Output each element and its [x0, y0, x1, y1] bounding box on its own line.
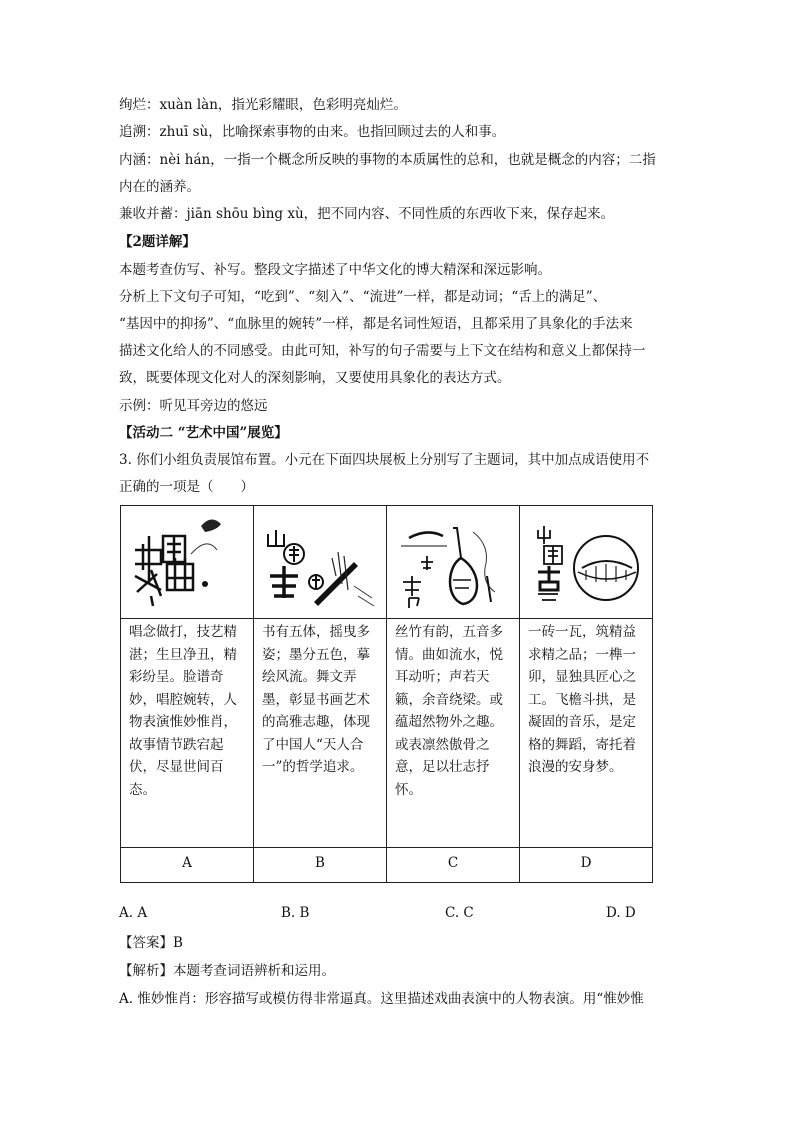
calligraphy-brush-icon	[254, 506, 386, 618]
activity-heading: 【活动二 “艺术中国”展览】	[119, 425, 288, 441]
exhibit-table	[120, 505, 653, 883]
panel-a-label: A	[121, 848, 254, 883]
definition-jianshoubingxu: 兼收并蓄：jiān shōu bìng xù，把不同内容、不同性质的东西收下来，保存起来。	[119, 206, 615, 222]
panel-d-text: 一砖一瓦，筑精益求精之品；一榫一卯，显独具匠心之工。飞檐斗拱，是凝固的音乐，是定格的舞蹈，寄托着浪漫的安身梦。	[528, 624, 636, 775]
panel-b-label: B	[254, 848, 387, 883]
q3-stem: 3. 你们小组负责展馆布置。小元在下面四块展板上分别写了主题词，其中加点成语使用不	[119, 452, 650, 468]
option-d: D. D	[606, 905, 636, 921]
panel-c-image	[387, 506, 520, 619]
q3-stem-cont: 正确的一项是（ ）	[119, 479, 254, 495]
chinese-opera-seal-icon	[121, 506, 253, 618]
panel-c-logo-text	[403, 556, 433, 608]
panel-a-logo-text	[135, 536, 193, 606]
panel-d-logo-text	[538, 526, 562, 600]
q2-body-line: 分析上下文句子可知，“吃到”、“刻入”、“流进”一样，都是动词；“舌上的满足”、	[119, 289, 607, 305]
definition-xuanlan: 绚烂：xuàn làn，指光彩耀眼，色彩明亮灿烂。	[119, 97, 407, 113]
panel-a-text: 唱念做打，技艺精湛；生旦净丑，精彩纷呈。脸谱奇妙，唱腔婉转，人物表演惟妙惟肖，故事情节跌宕起伏，尽显世间百态。	[129, 624, 237, 798]
analysis-option-a: A. 惟妙惟肖：形容描写或模仿得非常逼真。这里描述戏曲表演中的人物表演。用“惟妙惟	[119, 991, 644, 1007]
panel-d-image	[520, 506, 653, 619]
q2-heading: 【2题详解】	[119, 234, 196, 250]
definition-neihan-cont: 内在的涵养。	[119, 179, 200, 195]
analysis-line: 【解析】本题考查词语辨析和运用。	[119, 963, 335, 979]
q2-body-line: 描述文化给人的不同感受。由此可知，补写的句子需要与上下文在结构和意义上都保持一	[119, 343, 646, 359]
q2-body-line: “基因中的抑扬”、“血脉里的婉转”一样，都是名词性短语，且都采用了具象化的手法来	[119, 316, 633, 332]
option-a: A. A	[119, 905, 148, 921]
panel-a-image	[121, 506, 254, 619]
definition-neihan: 内涵：nèi hán，一指一个概念所反映的事物的本质属性的总和，也就是概念的内容；二指	[119, 152, 656, 168]
panel-d-label: D	[520, 848, 653, 883]
panel-b-logo-text	[268, 530, 323, 598]
q2-example: 示例：听见耳旁边的悠远	[119, 398, 268, 414]
option-b: B. B	[281, 905, 310, 921]
pipa-instrument-icon	[387, 506, 519, 618]
panel-c-label: C	[387, 848, 520, 883]
q2-body-line: 致，既要体现文化对人的深刻影响，又要使用具象化的表达方式。	[119, 370, 511, 386]
panel-b-image	[254, 506, 387, 619]
panel-b-text: 书有五体，摇曳多姿；墨分五色，摹绘风流。舞文弄墨，彰显书画艺术的高雅志趣，体现了中国人“天人合一”的哲学追求。	[262, 624, 370, 775]
answer-line: 【答案】B	[119, 935, 183, 951]
panel-c-text: 丝竹有韵，五音多情。曲如流水，悦耳动听；声若天籁，余音绕梁。或蕴超然物外之趣。或表凛然傲骨之意，足以壮志抒怀。	[395, 624, 503, 798]
option-c: C. C	[445, 905, 474, 921]
ancient-architecture-icon	[520, 506, 652, 618]
definition-zhuisu: 追溯：zhuī sù，比喻探索事物的由来。也指回顾过去的人和事。	[119, 124, 506, 140]
q2-body-line: 本题考查仿写、补写。整段文字描述了中华文化的博大精深和深远影响。	[119, 262, 551, 278]
